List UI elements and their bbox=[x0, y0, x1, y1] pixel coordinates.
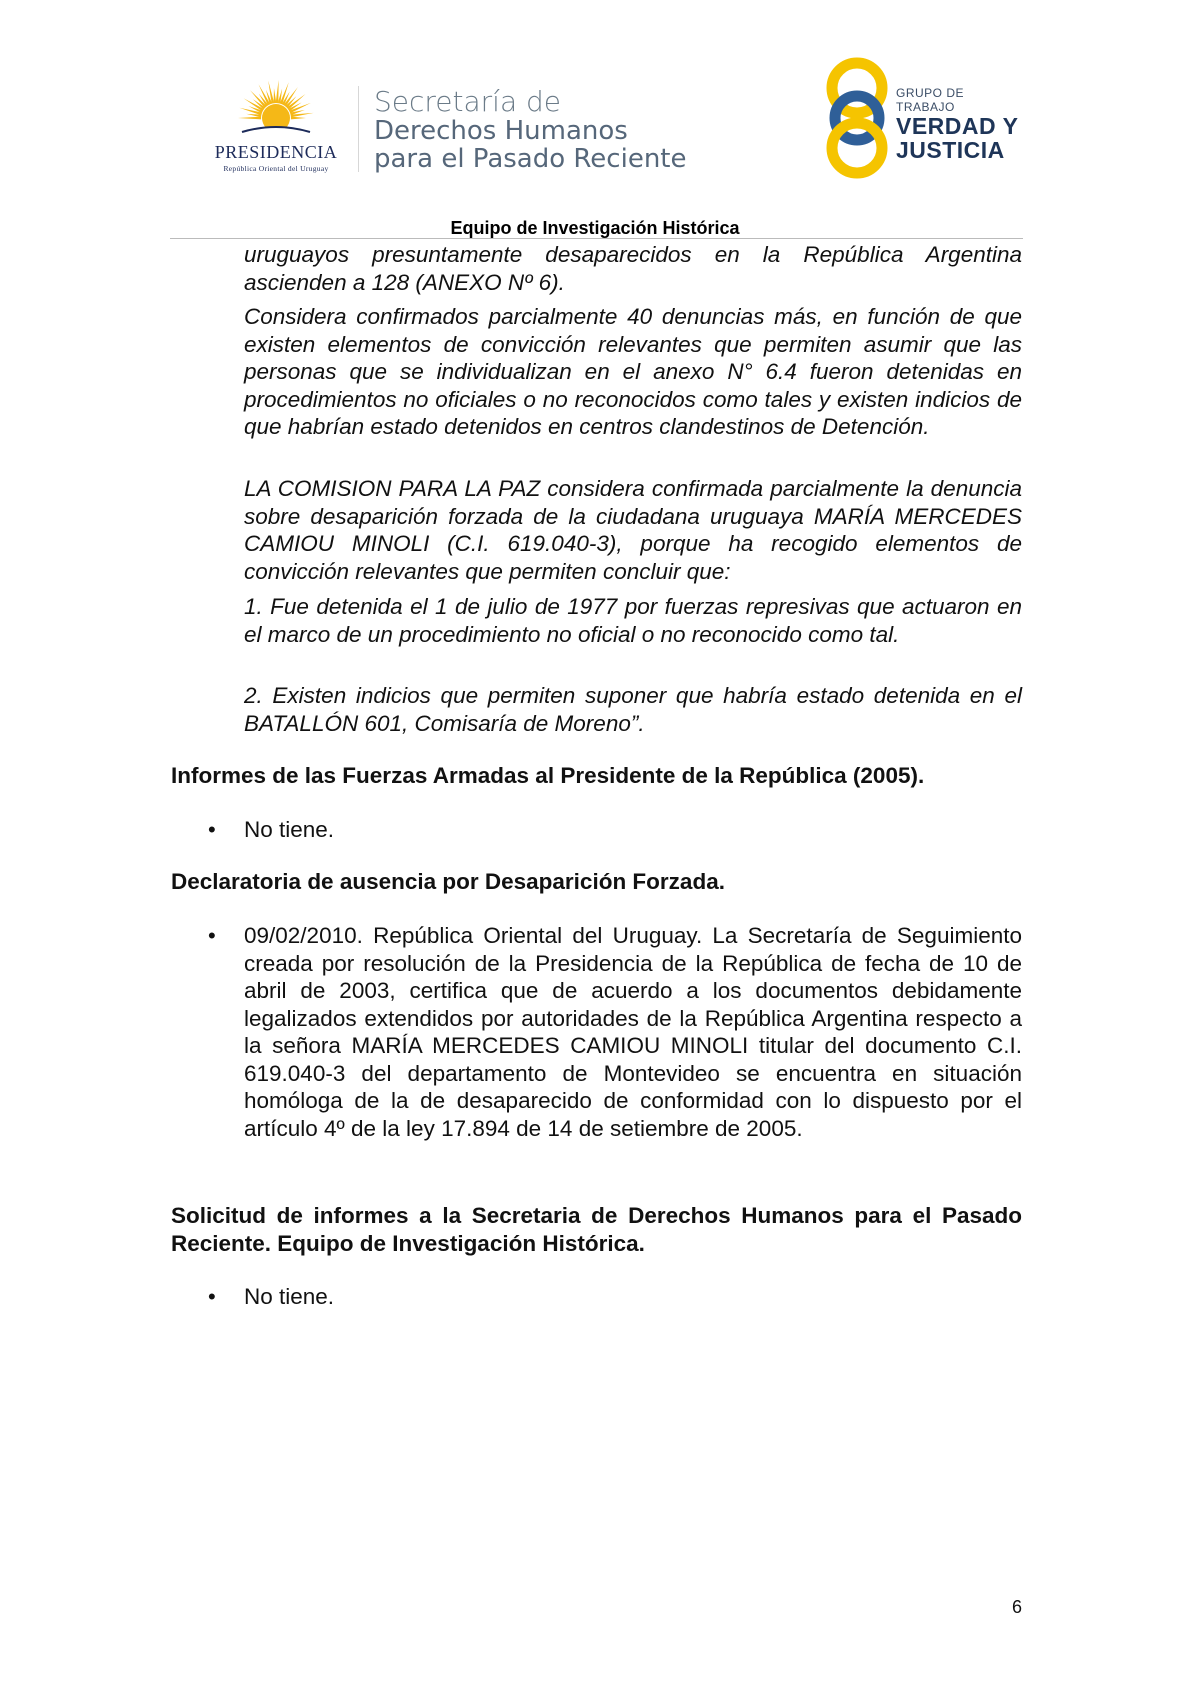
presidencia-logo bbox=[196, 78, 356, 178]
secretaria-line-3: para el Pasado Reciente bbox=[374, 144, 687, 174]
secretaria-line-1: Secretaría de bbox=[374, 85, 562, 118]
verdad-justicia-logo bbox=[822, 56, 1022, 180]
vj-line-2: JUSTICIA bbox=[896, 137, 1005, 163]
team-title: Equipo de Investigación Histórica bbox=[450, 218, 740, 238]
sun-ray bbox=[291, 117, 306, 120]
presidencia-name: PRESIDENCIA bbox=[214, 142, 338, 162]
section-heading-3: Solicitud de informes a la Secretaria de Derechos Humanos para el Pasado Reciente. Equipo de Investigación Histórica. bbox=[171, 1203, 1022, 1256]
page-number: 6 bbox=[1012, 1597, 1023, 1617]
section-bullet-3: No tiene. bbox=[244, 1284, 335, 1309]
quote-paragraph-2: Considera confirmados parcialmente 40 denuncias más, en función de que existen elementos de convicción relevantes que permiten asumir que las personas que se individualizan en el anexo N° 6.4 fueron detenidas en procedimientos no oficiales o no reconocidos como tales y existen indicios de que habrían estado detenidos en centros clandestinos de Detención. bbox=[244, 304, 1022, 439]
interlocked-rings-icon bbox=[822, 56, 892, 180]
bullet-icon: • bbox=[208, 1284, 216, 1309]
header-rule bbox=[170, 238, 1023, 239]
vj-line-1: VERDAD Y bbox=[896, 113, 1019, 139]
bullet-icon: • bbox=[208, 817, 216, 842]
sun-ray bbox=[274, 88, 277, 103]
quote-paragraph-4: 1. Fue detenida el 1 de julio de 1977 por fuerzas represivas que actuaron en el marco de un procedimiento no oficial o no reconocido como tal. bbox=[244, 594, 1022, 647]
sun-ray bbox=[287, 94, 306, 110]
quote-paragraph-3: LA COMISION PARA LA PAZ considera confirmada parcialmente la denuncia sobre desaparición forzada de la ciudadana uruguaya MARÍA MERCEDES CAMIOU MINOLI (C.I. 619.040-3), porque ha recogido elementos de convicción relevantes que permiten concluir que: bbox=[244, 476, 1022, 584]
presidencia-subtitle: República Oriental del Uruguay bbox=[223, 164, 329, 173]
section-heading-2: Declaratoria de ausencia por Desaparición Forzada. bbox=[171, 869, 725, 894]
quote-paragraph-1: uruguayos presuntamente desaparecidos en la República Argentina ascienden a 128 (ANEXO Nº 6). bbox=[244, 242, 1022, 295]
verdad-justicia-text bbox=[896, 86, 1022, 162]
sun-ray bbox=[276, 80, 279, 103]
section-heading-1: Informes de las Fuerzas Armadas al Presidente de la República (2005). bbox=[171, 763, 925, 788]
secretaria-logo-text bbox=[374, 86, 686, 173]
header-divider bbox=[358, 86, 359, 172]
sun-ray bbox=[238, 117, 261, 120]
section-bullet-2: 09/02/2010. República Oriental del Uruguay. La Secretaría de Seguimiento creada por resolución de la Presidencia de la República de fecha de 10 de abril de 2003, certifica que de acuerdo a los documentos debidamente legalizados extendidos por autoridades de la República Argentina respecto a la señora MARÍA MERCEDES CAMIOU MINOLI titular del documento C.I. 619.040-3 del departamento de Montevideo se encuentra en situación homóloga de la de desaparecido de conformidad con lo dispuesto por el artículo 4º de la ley 17.894 de 14 de setiembre de 2005. bbox=[244, 923, 1022, 1141]
quote-paragraph-5: 2. Existen indicios que permiten suponer que habría estado detenida en el BATALLÓN 601, Comisaría de Moreno”. bbox=[244, 683, 1022, 736]
secretaria-line-2: Derechos Humanos bbox=[374, 116, 628, 146]
section-bullet-1: No tiene. bbox=[244, 817, 335, 842]
sun-of-may-icon bbox=[236, 78, 316, 140]
sun-ray bbox=[250, 90, 267, 108]
bullet-icon: • bbox=[208, 923, 216, 948]
vj-small-line: GRUPO DE TRABAJO bbox=[896, 86, 965, 114]
